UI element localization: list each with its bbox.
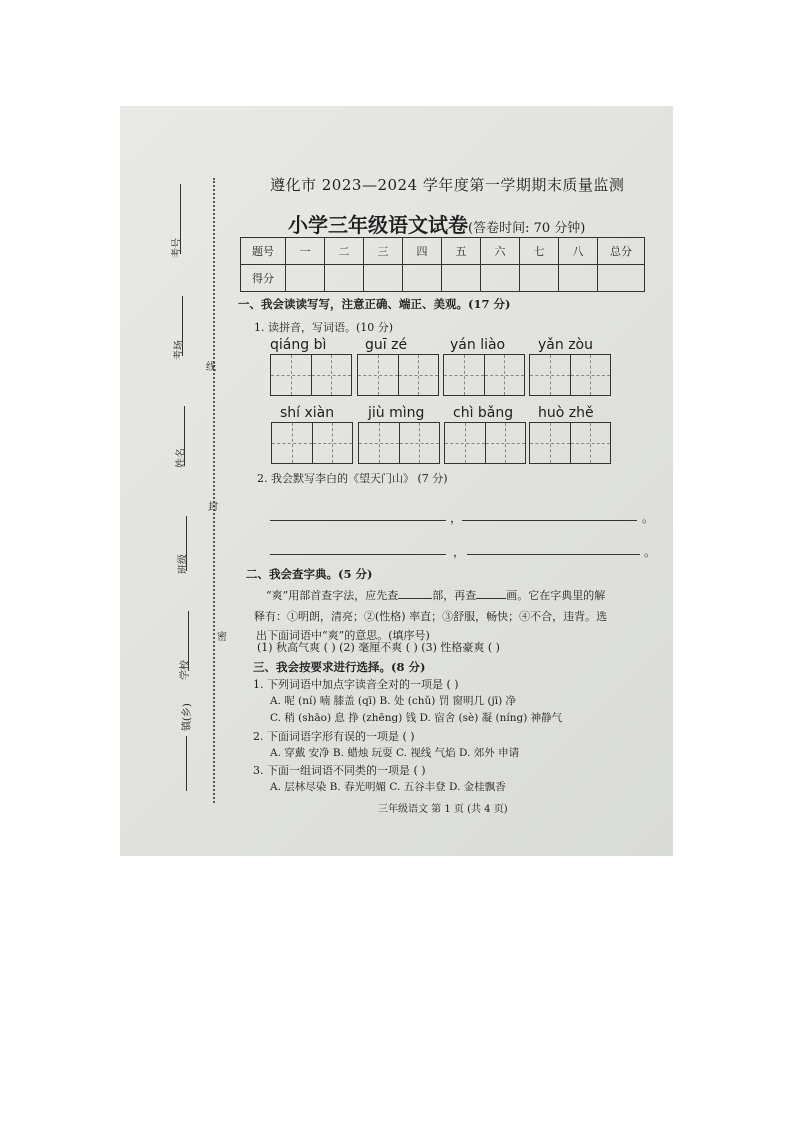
score-table <box>240 237 645 292</box>
section3-q2-options: A. 穿戴 安净 B. 蜡烛 玩耍 C. 视线 气焰 D. 郊外 申请 <box>270 747 520 759</box>
binding-underline-6 <box>186 736 187 791</box>
section3-q3-options: A. 层林尽染 B. 春光明媚 C. 五谷丰登 D. 金桂飘香 <box>270 781 506 793</box>
section3-q3: 3. 下面一组词语不同类的一项是 ( ) <box>253 764 426 777</box>
pinyin-3: yán liào <box>450 337 506 353</box>
section2-line1a: “爽”用部首查字法，应先查 <box>266 589 399 602</box>
score-cell: 一 <box>286 238 325 265</box>
radical-blank[interactable] <box>398 598 432 599</box>
writing-box[interactable] <box>358 422 440 464</box>
binding-dotted-line <box>213 178 215 803</box>
exam-paper-photo <box>120 106 673 856</box>
poem-line-4[interactable] <box>467 554 640 555</box>
score-table-score-row <box>241 265 645 292</box>
score-cell: 二 <box>325 238 364 265</box>
pinyin-5: shí xiàn <box>280 405 335 421</box>
score-table-header-row <box>241 238 645 265</box>
exam-name <box>288 209 585 238</box>
score-blank[interactable] <box>481 265 520 292</box>
score-cell: 八 <box>559 238 598 265</box>
pinyin-7: chì bǎng <box>453 405 514 421</box>
score-cell: 七 <box>520 238 559 265</box>
binding-underline-5 <box>188 611 189 671</box>
score-cell: 总分 <box>598 238 645 265</box>
exam-no-label: 考号 <box>172 238 183 258</box>
binding-underline-3 <box>184 406 185 466</box>
writing-box[interactable] <box>444 422 526 464</box>
writing-box[interactable] <box>271 422 353 464</box>
name-label: 姓名 <box>176 448 187 468</box>
exam-header-title: 遵化市 2023—2024 学年度第一学期期末质量监测 <box>270 176 625 194</box>
poem-line-2[interactable] <box>462 520 637 521</box>
section3-q1: 1. 下列词语中加点字读音全对的一项是 ( ) <box>253 678 459 691</box>
score-cell: 五 <box>442 238 481 265</box>
pinyin-1: qiáng bì <box>270 337 327 353</box>
pinyin-4: yǎn zòu <box>538 337 593 353</box>
writing-box[interactable] <box>270 354 352 396</box>
score-blank[interactable] <box>403 265 442 292</box>
section2-items: (1) 秋高气爽 ( ) (2) 毫厘不爽 ( ) (3) 性格豪爽 ( ) <box>257 641 500 654</box>
section3-q1-ab: A. 呢 (ní) 喃 膝盖 (qī) B. 处 (chǔ) 罚 窗明几 (jī) 净 <box>270 695 517 707</box>
score-blank[interactable] <box>286 265 325 292</box>
pinyin-6: jiù mìng <box>368 405 425 421</box>
pinyin-2: guī zé <box>365 337 408 353</box>
score-cell: 四 <box>403 238 442 265</box>
binding-underline-2 <box>182 296 183 356</box>
poem-comma-1: ， <box>450 511 463 525</box>
stroke-blank[interactable] <box>476 598 506 599</box>
section2-line1b: 部，再查 <box>432 589 477 602</box>
section3-q2: 2. 下面词语字形有误的一项是 ( ) <box>253 730 415 743</box>
poem-period-2: 。 <box>644 545 657 559</box>
class-label: 班级 <box>178 554 189 574</box>
section2-line2: 释有：①明朗，清亮；②(性格) 率直；③舒服，畅快；④不合，违背。选 <box>254 610 608 623</box>
section1-q1: 1. 读拼音，写词语。(10 分) <box>254 321 394 334</box>
score-cell: 六 <box>481 238 520 265</box>
section1-q2: 2. 我会默写李白的《望天门山》 (7 分) <box>257 472 448 485</box>
score-row-label: 得分 <box>241 265 286 292</box>
binding-mark-secret: 密 <box>217 632 227 643</box>
score-blank[interactable] <box>559 265 598 292</box>
score-blank[interactable] <box>442 265 481 292</box>
exam-name-text: 小学三年级语文试卷 <box>288 213 468 237</box>
poem-period-1: 。 <box>642 511 655 525</box>
section2-line3: 出下面词语中“爽”的意思。(填序号) <box>256 629 430 642</box>
pinyin-8: huò zhě <box>538 405 594 421</box>
score-blank[interactable] <box>598 265 645 292</box>
score-blank[interactable] <box>325 265 364 292</box>
binding-underline-4 <box>186 516 187 571</box>
school-label: 学校 <box>180 660 191 680</box>
writing-box[interactable] <box>443 354 525 396</box>
poem-comma-2: ， <box>453 545 466 559</box>
room-label: 考场 <box>174 340 185 360</box>
writing-box[interactable] <box>529 354 611 396</box>
writing-box[interactable] <box>357 354 439 396</box>
section1-heading: 一、我会读读写写，注意正确、端正、美观。(17 分) <box>238 297 511 311</box>
exam-time-note: (答卷时间: 70 分钟) <box>468 221 586 236</box>
score-blank[interactable] <box>364 265 403 292</box>
section2-line1 <box>266 587 605 603</box>
page-footer: 三年级语文 第 1 页 (共 4 页) <box>378 804 508 815</box>
score-cell: 三 <box>364 238 403 265</box>
poem-line-1[interactable] <box>270 520 446 521</box>
poem-line-3[interactable] <box>270 554 446 555</box>
town-label: 镇(乡) <box>182 703 193 731</box>
writing-box[interactable] <box>529 422 611 464</box>
score-blank[interactable] <box>520 265 559 292</box>
score-cell: 题号 <box>241 238 286 265</box>
section2-heading: 二、我会查字典。(5 分) <box>246 567 373 581</box>
binding-mark-seal: 封 <box>208 502 218 513</box>
section2-line1c: 画。它在字典里的解 <box>506 589 606 602</box>
section3-heading: 三、我会按要求进行选择。(8 分) <box>253 660 426 674</box>
section3-q1-cd: C. 稍 (shāo) 息 挣 (zhēng) 钱 D. 宿舍 (sè) 凝 (níng) 神静气 <box>270 712 563 724</box>
binding-mark-line: 线 <box>206 362 216 373</box>
binding-underline-1 <box>180 184 181 254</box>
